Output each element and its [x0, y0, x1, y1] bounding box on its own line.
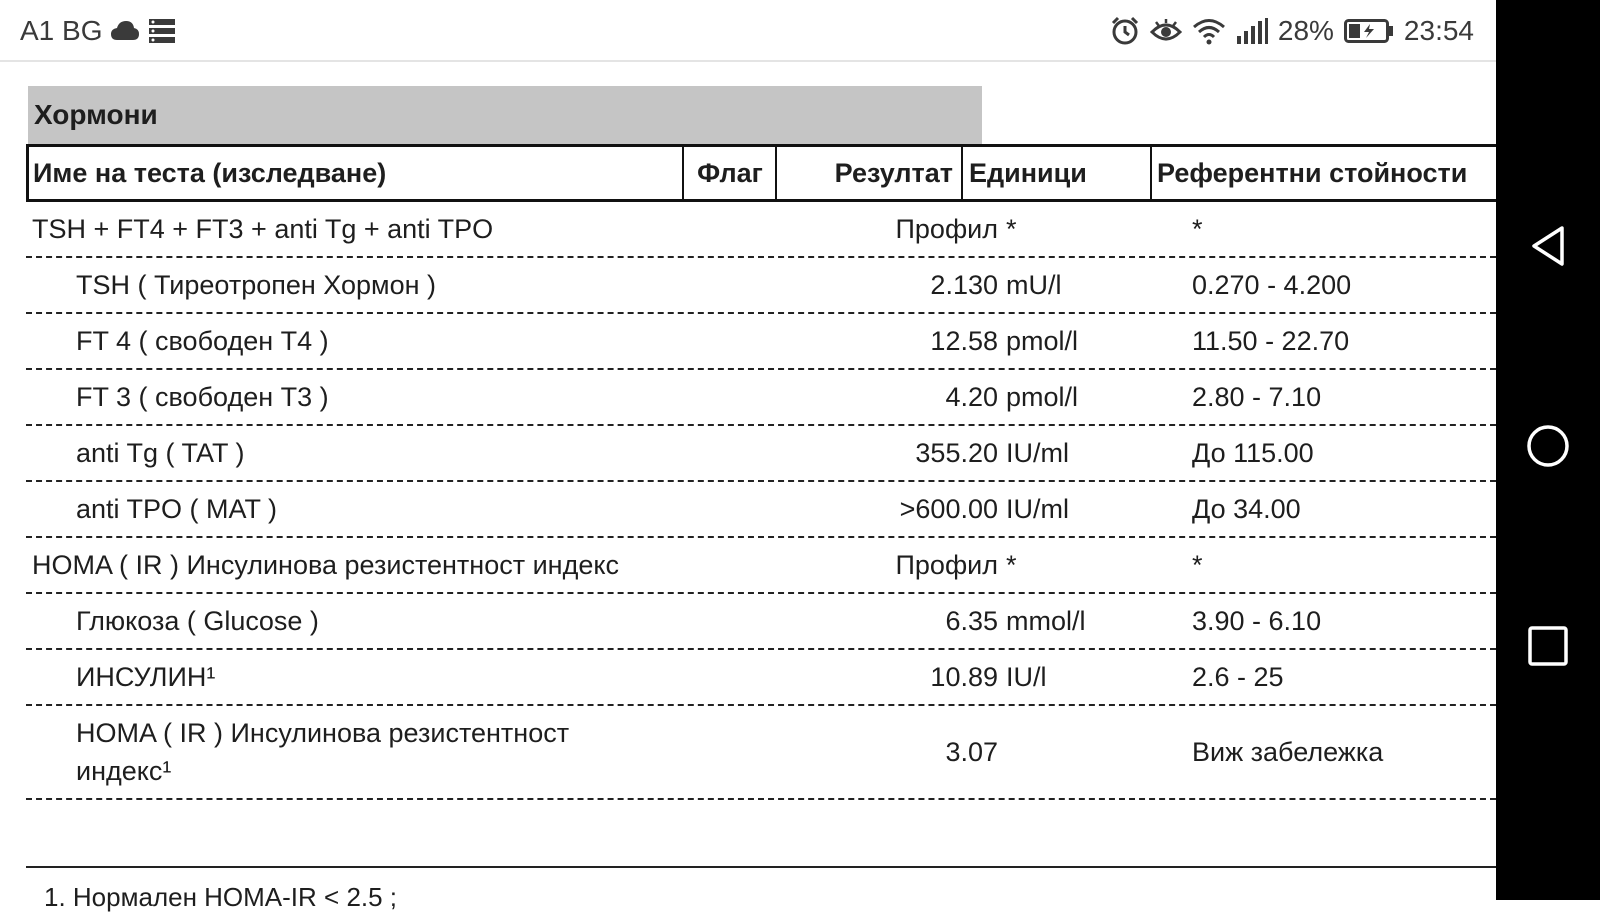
- column-header-flag: Флаг: [697, 157, 763, 188]
- reference-range: До 115.00: [1192, 437, 1314, 468]
- results-table: [26, 202, 1496, 800]
- test-name: anti Tg ( TAT ): [76, 438, 245, 468]
- reference-range: Виж забележка: [1192, 736, 1384, 767]
- test-unit: pmol/l: [1006, 325, 1079, 356]
- reference-range: 11.50 - 22.70: [1192, 325, 1350, 356]
- footnote-divider: [26, 866, 1496, 868]
- column-header-reference: Референтни стойности: [1157, 157, 1468, 188]
- table-header: [26, 144, 1496, 202]
- table-row: [26, 426, 1496, 482]
- column-divider: [1150, 147, 1152, 199]
- test-name: HOMA ( IR ) Инсулинова резистентност индекс: [32, 549, 619, 580]
- test-unit: IU/ml: [1006, 493, 1069, 524]
- table-row: [26, 370, 1496, 426]
- storage-icon: [148, 17, 176, 45]
- test-unit: IU/ml: [1006, 437, 1069, 468]
- alarm-icon: [1110, 16, 1140, 46]
- table-row: [26, 202, 1496, 258]
- test-name: FT 3 ( свободен T3 ): [76, 382, 329, 412]
- reference-range: 3.90 - 6.10: [1192, 605, 1322, 636]
- status-bar-right: [1110, 14, 1474, 48]
- test-name: TSH ( Тиреотропен Хормон ): [76, 270, 437, 300]
- test-result: 12.58: [930, 325, 998, 356]
- test-unit: pmol/l: [1006, 381, 1079, 412]
- recents-icon: [1527, 625, 1569, 672]
- status-bar-left: [20, 14, 176, 48]
- footnote: 1. Нормален HOMA-IR < 2.5 ;: [44, 882, 398, 912]
- table-row: [26, 594, 1496, 650]
- carrier-name: A1 BG: [20, 15, 103, 46]
- test-result: >600.00: [899, 493, 998, 524]
- test-result: 355.20: [915, 437, 998, 468]
- test-result: Профил: [895, 549, 998, 580]
- section-title: Хормони: [28, 86, 982, 144]
- test-unit: *: [1006, 549, 1017, 580]
- test-name: Глюкоза ( Glucose ): [76, 606, 319, 636]
- table-row: [26, 314, 1496, 370]
- reference-range: 0.270 - 4.200: [1192, 269, 1352, 300]
- reference-range: *: [1192, 549, 1203, 580]
- eye-icon: [1150, 18, 1182, 44]
- signal-icon: [1236, 18, 1268, 44]
- wifi-icon: [1192, 17, 1226, 45]
- column-header-unit: Единици: [969, 157, 1087, 188]
- reference-range: До 34.00: [1192, 493, 1301, 524]
- reference-range: *: [1192, 213, 1203, 244]
- test-name: anti TPO ( MAT ): [76, 494, 278, 524]
- navigation-bar: [1496, 0, 1600, 900]
- test-result: 10.89: [930, 661, 998, 692]
- test-unit: IU/l: [1006, 661, 1047, 692]
- test-name: HOMA ( IR ) Инсулинова резистентност индекс¹: [76, 718, 570, 786]
- table-row: [26, 258, 1496, 314]
- test-unit: mU/l: [1006, 269, 1062, 300]
- cloud-icon: [110, 20, 140, 42]
- column-header-result: Резултат: [834, 157, 953, 188]
- test-name: ИНСУЛИН¹: [76, 662, 216, 692]
- test-result: 6.35: [945, 605, 998, 636]
- battery-percent: 28%: [1277, 15, 1334, 46]
- test-name: TSH + FT4 + FT3 + anti Tg + anti TPO: [32, 213, 494, 244]
- reference-range: 2.80 - 7.10: [1192, 381, 1322, 412]
- table-row: [26, 650, 1496, 706]
- battery-icon: [1344, 18, 1394, 44]
- reference-range: 2.6 - 25: [1192, 661, 1284, 692]
- home-icon: [1525, 423, 1571, 474]
- table-row: [26, 482, 1496, 538]
- test-result: 2.130: [930, 269, 998, 300]
- column-header-name: Име на теста (изследване): [33, 157, 387, 188]
- recents-button[interactable]: [1518, 618, 1578, 678]
- status-bar: [0, 0, 1496, 62]
- test-result: 4.20: [945, 381, 998, 412]
- test-name: FT 4 ( свободен T4 ): [76, 326, 329, 356]
- test-unit: *: [1006, 213, 1017, 244]
- back-button[interactable]: [1518, 218, 1578, 278]
- test-result: Профил: [895, 213, 998, 244]
- home-button[interactable]: [1518, 418, 1578, 478]
- back-icon: [1526, 224, 1570, 273]
- test-result: 3.07: [945, 736, 998, 767]
- table-row: [26, 538, 1496, 594]
- test-unit: mmol/l: [1006, 605, 1086, 636]
- column-divider: [961, 147, 963, 199]
- table-row: [26, 706, 1496, 800]
- test-unit: [1006, 706, 1191, 798]
- clock: 23:54: [1403, 15, 1474, 46]
